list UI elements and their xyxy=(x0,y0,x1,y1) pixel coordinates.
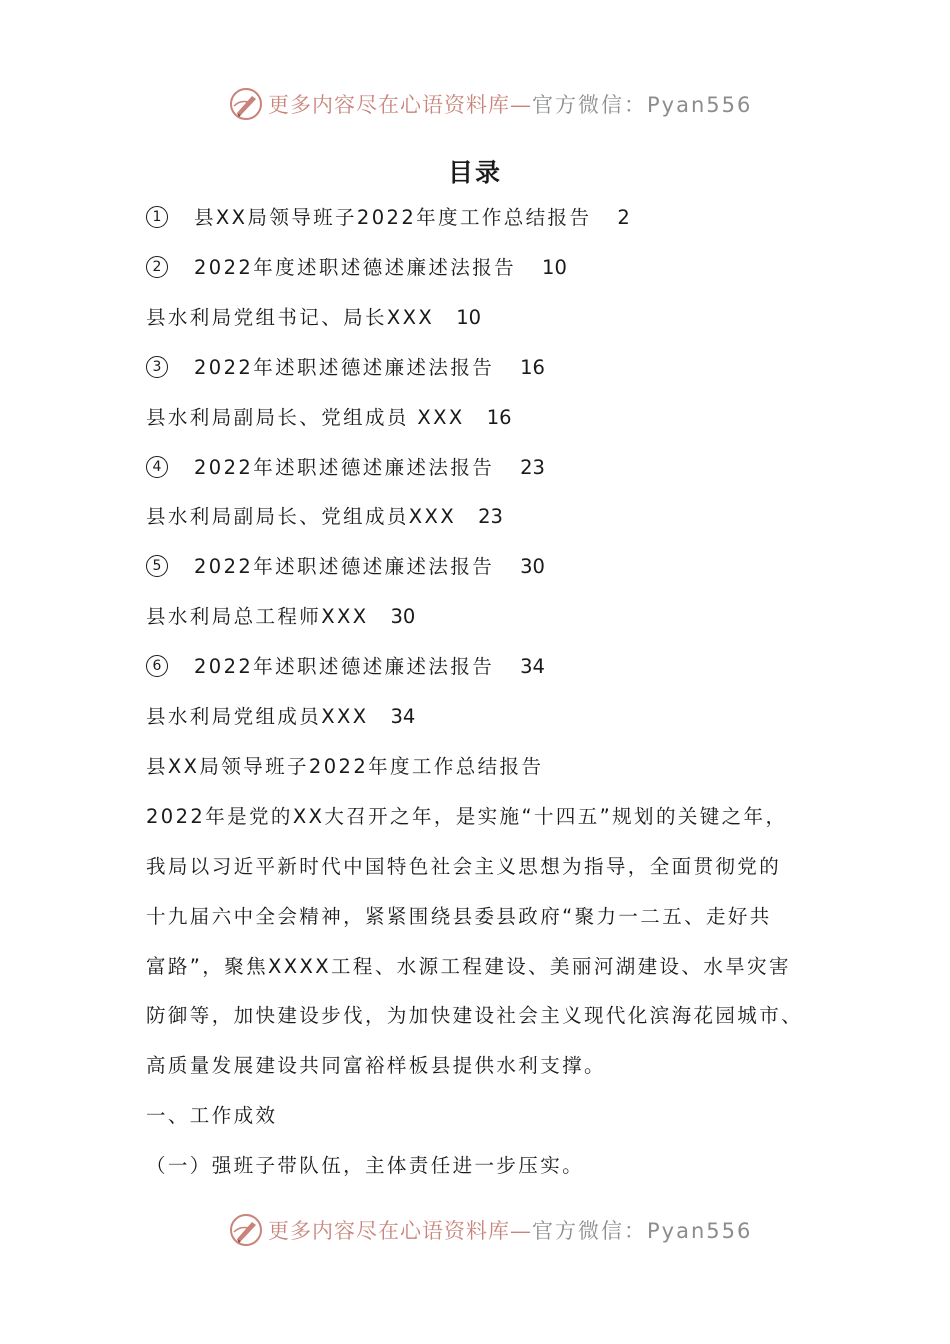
toc-entry[interactable] xyxy=(146,552,545,582)
toc-entry-number: 5 xyxy=(146,555,168,577)
toc-title: 目录 xyxy=(447,158,502,187)
watermark-text: 更多内容尽在心语资料库—官方微信：Pyan556 xyxy=(268,1219,753,1243)
toc-entry-text: 县水利局党组书记、局长XXX xyxy=(146,305,435,329)
toc-entry-text: 2022年述职述德述廉述法报告 xyxy=(194,655,495,679)
toc-entry-number: 6 xyxy=(146,655,168,677)
pen-logo-icon xyxy=(228,86,264,122)
toc-entry-text: 2022年度述职述德述廉述法报告 xyxy=(194,255,517,279)
toc-entry-text: 2022年述职述德述廉述法报告 xyxy=(194,355,495,379)
body-text-line: 十九届六中全会精神，紧紧围绕县委县政府“聚力一二五、走好共 xyxy=(146,904,772,928)
toc-entry-text: 县水利局副局长、党组成员 XXX xyxy=(146,405,465,429)
section-heading: 县XX局领导班子2022年度工作总结报告 xyxy=(146,754,544,778)
toc-subentry[interactable] xyxy=(146,303,481,333)
toc-entry[interactable] xyxy=(146,453,545,483)
toc-entry-number: 4 xyxy=(146,456,168,478)
toc-entry[interactable] xyxy=(146,253,567,283)
body-text-line: 高质量发展建设共同富裕样板县提供水利支撑。 xyxy=(146,1054,606,1078)
toc-page-number: 16 xyxy=(520,355,545,379)
toc-page-number: 34 xyxy=(390,705,416,728)
toc-page-number: 16 xyxy=(486,405,512,429)
pen-logo-icon xyxy=(228,1212,264,1248)
toc-subentry[interactable] xyxy=(146,702,415,732)
body-text-line: 一、工作成效 xyxy=(146,1104,278,1128)
toc-entry-number: 3 xyxy=(146,356,168,378)
toc-entry[interactable] xyxy=(146,203,630,233)
toc-page-number: 30 xyxy=(390,605,416,629)
toc-entry-text: 县XX局领导班子2022年度工作总结报告 xyxy=(194,206,592,229)
toc-page-number: 30 xyxy=(520,555,545,579)
toc-page-number: 10 xyxy=(456,305,482,329)
toc-page-number: 10 xyxy=(542,255,567,279)
toc-entry-text: 2022年述职述德述廉述法报告 xyxy=(194,455,495,479)
body-text-line: 2022年是党的XX大召开之年，是实施“十四五”规划的关键之年， xyxy=(146,804,788,828)
toc-entry-text: 2022年述职述德述廉述法报告 xyxy=(194,555,495,579)
toc-entry-number: 1 xyxy=(146,206,168,228)
toc-subentry[interactable] xyxy=(146,602,415,632)
body-text-line: 防御等，加快建设步伐，为加快建设社会主义现代化滨海花园城市、 xyxy=(146,1004,804,1028)
toc-entry[interactable] xyxy=(146,652,545,682)
toc-entry[interactable] xyxy=(146,353,545,383)
body-text-line: 我局以习近平新时代中国特色社会主义思想为指导，全面贯彻党的 xyxy=(146,854,782,878)
watermark-banner-top xyxy=(228,84,752,124)
toc-entry-text: 县水利局总工程师XXX xyxy=(146,605,369,629)
toc-subentry[interactable] xyxy=(146,403,512,433)
toc-entry-text: 县水利局党组成员XXX xyxy=(146,705,369,728)
toc-page-number: 23 xyxy=(520,455,545,479)
toc-page-number: 34 xyxy=(520,655,545,679)
toc-subentry[interactable] xyxy=(146,502,503,532)
toc-page-number: 23 xyxy=(478,505,503,529)
toc-entry-text: 县水利局副局长、党组成员XXX xyxy=(146,505,457,529)
toc-page-number: 2 xyxy=(617,206,630,229)
watermark-banner-bottom xyxy=(228,1210,752,1250)
body-text-line: 富路”，聚焦XXXX工程、水源工程建设、美丽河湖建设、水旱灾害 xyxy=(146,954,791,978)
toc-entry-number: 2 xyxy=(146,256,168,278)
watermark-text: 更多内容尽在心语资料库—官方微信：Pyan556 xyxy=(268,93,753,117)
body-text-line: （一）强班子带队伍，主体责任进一步压实。 xyxy=(146,1154,585,1178)
